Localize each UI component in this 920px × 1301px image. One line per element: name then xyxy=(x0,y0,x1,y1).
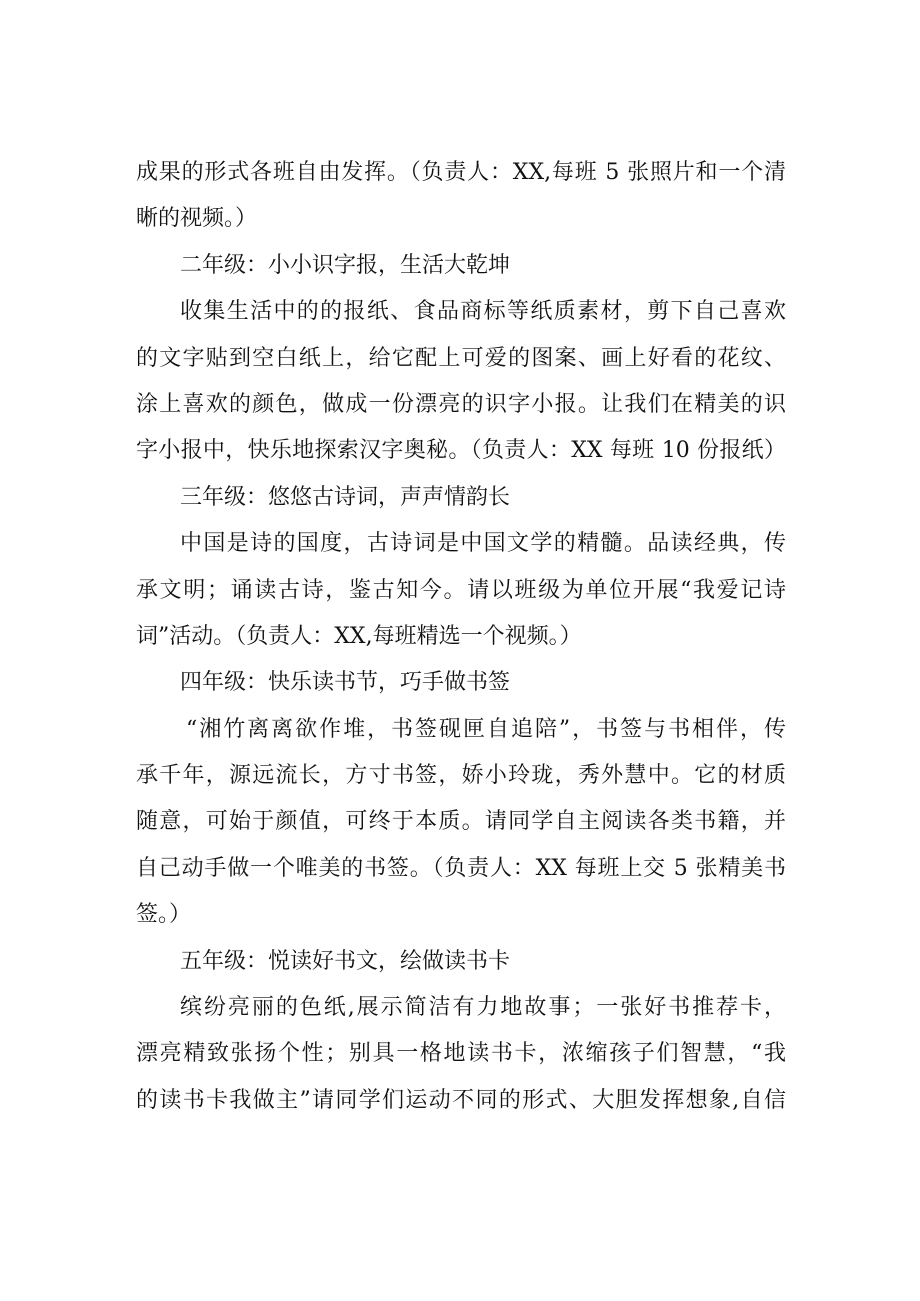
text-line: 承文明；诵读古诗，鉴古知今。请以班级为单位开展“我爱记诗 xyxy=(136,577,786,603)
text-line: 随意，可始于颜值，可终于本质。请同学自主阅读各类书籍，并 xyxy=(136,809,786,835)
section-heading-grade-2: 二年级：小小识字报，生活大乾坤 xyxy=(180,252,511,278)
text-line: “湘竹离离欲作堆，书签砚匣自追陪”，书签与书相伴，传 xyxy=(186,716,786,742)
text-line: 承千年，源远流长，方寸书签，娇小玲珑，秀外慧中。它的材质 xyxy=(136,763,786,789)
text-line: 缤纷亮丽的色纸,展示简洁有力地故事；一张好书推荐卡， xyxy=(180,995,786,1021)
document-body xyxy=(136,150,786,1124)
text-line: 成果的形式各班自由发挥。（负责人：XX,每班 5 张照片和一个清 xyxy=(136,160,786,185)
section-heading-grade-4: 四年级：快乐读书节，巧手做书签 xyxy=(180,670,511,696)
text-line: 自己动手做一个唯美的书签。（负责人：XX 每班上交 5 张精美书 xyxy=(136,855,786,881)
text-line: 漂亮精致张扬个性；别具一格地读书卡，浓缩孩子们智慧，“我 xyxy=(136,1041,786,1067)
section-heading-grade-3: 三年级：悠悠古诗词，声声情韵长 xyxy=(180,484,511,510)
text-line: 中国是诗的国度，古诗词是中国文学的精髓。品读经典，传 xyxy=(180,531,786,557)
text-line: 签。） xyxy=(136,902,192,928)
section-heading-grade-5: 五年级：悦读好书文，绘做读书卡 xyxy=(180,948,511,974)
text-line: 涂上喜欢的颜色，做成一份漂亮的识字小报。让我们在精美的识 xyxy=(136,391,786,417)
text-line: 收集生活中的的报纸、食品商标等纸质素材，剪下自己喜欢 xyxy=(180,299,786,325)
text-line: 的读书卡我做主”请同学们运动不同的形式、大胆发挥想象,自信 xyxy=(136,1087,786,1113)
text-line: 的文字贴到空白纸上，给它配上可爱的图案、画上好看的花纹、 xyxy=(136,345,786,371)
text-line: 词”活动。（负责人：XX,每班精选一个视频。） xyxy=(136,623,582,649)
text-line: 字小报中，快乐地探索汉字奥秘。（负责人：XX 每班 10 份报纸） xyxy=(136,438,786,464)
text-line: 晰的视频。） xyxy=(136,206,258,232)
